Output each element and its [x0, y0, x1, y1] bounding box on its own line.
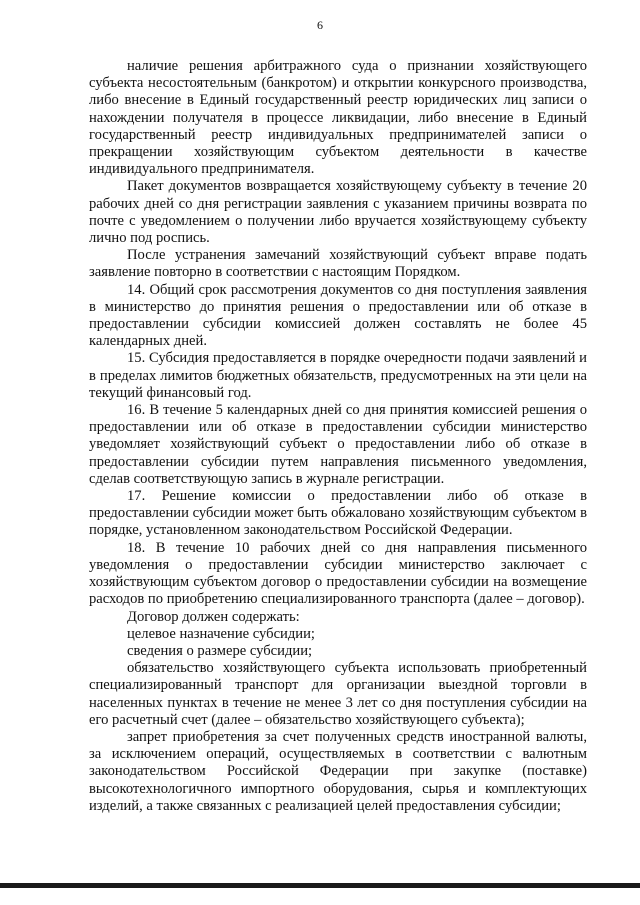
paragraph-17: 17. Решение комиссии о предоставлении либо об отказе в предоставлении субсидии может быть обжаловано хозяйствующим субъектом в порядке, установленном законодательством Российской Федерации. — [89, 488, 587, 539]
paragraph-bankruptcy-grounds: наличие решения арбитражного суда о признании хозяйствующего субъекта несостоятельным (банкротом) и открытии конкурсного производства, либо внесение в Единый государственный реестр юридических лиц записи о нахождении получателя в процессе ликвидации, либо внесение в Единый государственный реестр индивидуальных предпринимателей записи о прекращении хозяйствующим субъектом деятельности в качестве индивидуального предпринимателя. — [89, 58, 587, 178]
paragraph-15: 15. Субсидия предоставляется в порядке очередности подачи заявлений и в пределах лимитов бюджетных обязательств, предусмотренных на эти цели на текущий финансовый год. — [89, 350, 587, 401]
contract-item-amount: сведения о размере субсидии; — [127, 642, 313, 659]
contract-item-currency-ban: запрет приобретения за счет полученных средств иностранной валюты, за исключением операций, осуществляемых в соответствии с валютным законодательством Российской Федерации при закупке (поставке) высокотехнологичного импортного оборудования, сырья и комплектующих изделий, а также связанных с реализацией целей предоставления субсидии; — [89, 728, 587, 814]
page-number: 6 — [317, 18, 323, 32]
paragraph-18: 18. В течение 10 рабочих дней со дня направления письменного уведомления о предоставлении субсидии министерство заключает с хозяйствующим субъектом договор о предоставлении субсидии на возмещение расходов по приобретению специализированного транспорта (далее – договор). — [89, 539, 587, 608]
paragraph-14: 14. Общий срок рассмотрения документов со дня поступления заявления в министерство до принятия решения о предоставлении или об отказе в предоставлении субсидии комиссией должен составлять не более 45 календарных дней. — [89, 281, 587, 350]
paragraph-return-of-documents: Пакет документов возвращается хозяйствующему субъекту в течение 20 рабочих дней со дня регистрации заявления с указанием причины возврата по почте с уведомлением о получении либо вручается хозяйствующему субъекту лично под роспись. — [89, 178, 587, 247]
paragraph-resubmission: После устранения замечаний хозяйствующий субъект вправе подать заявление повторно в соответствии с настоящим Порядком. — [89, 247, 587, 281]
document-body — [89, 58, 587, 815]
contract-contents-intro: Договор должен содержать: — [127, 608, 300, 625]
paragraph-16: 16. В течение 5 календарных дней со дня принятия комиссией решения о предоставлении или об отказе в предоставлении субсидии министерство уведомляет хозяйствующий субъект о предоставлении либо об отказе в предоставлении субсидии путем направления письменного уведомления, сделав соответствующую запись в журнале регистрации. — [89, 402, 587, 487]
page-bottom-border — [0, 883, 640, 888]
contract-item-obligation: обязательство хозяйствующего субъекта использовать приобретенный специализированный транспорт для организации выездной торговли в населенных пунктах в течение не менее 3 лет со дня поступления субсидии на его расчетный счет (далее – обязательство хозяйствующего субъекта); — [89, 660, 587, 728]
contract-item-purpose: целевое назначение субсидии; — [127, 625, 315, 642]
